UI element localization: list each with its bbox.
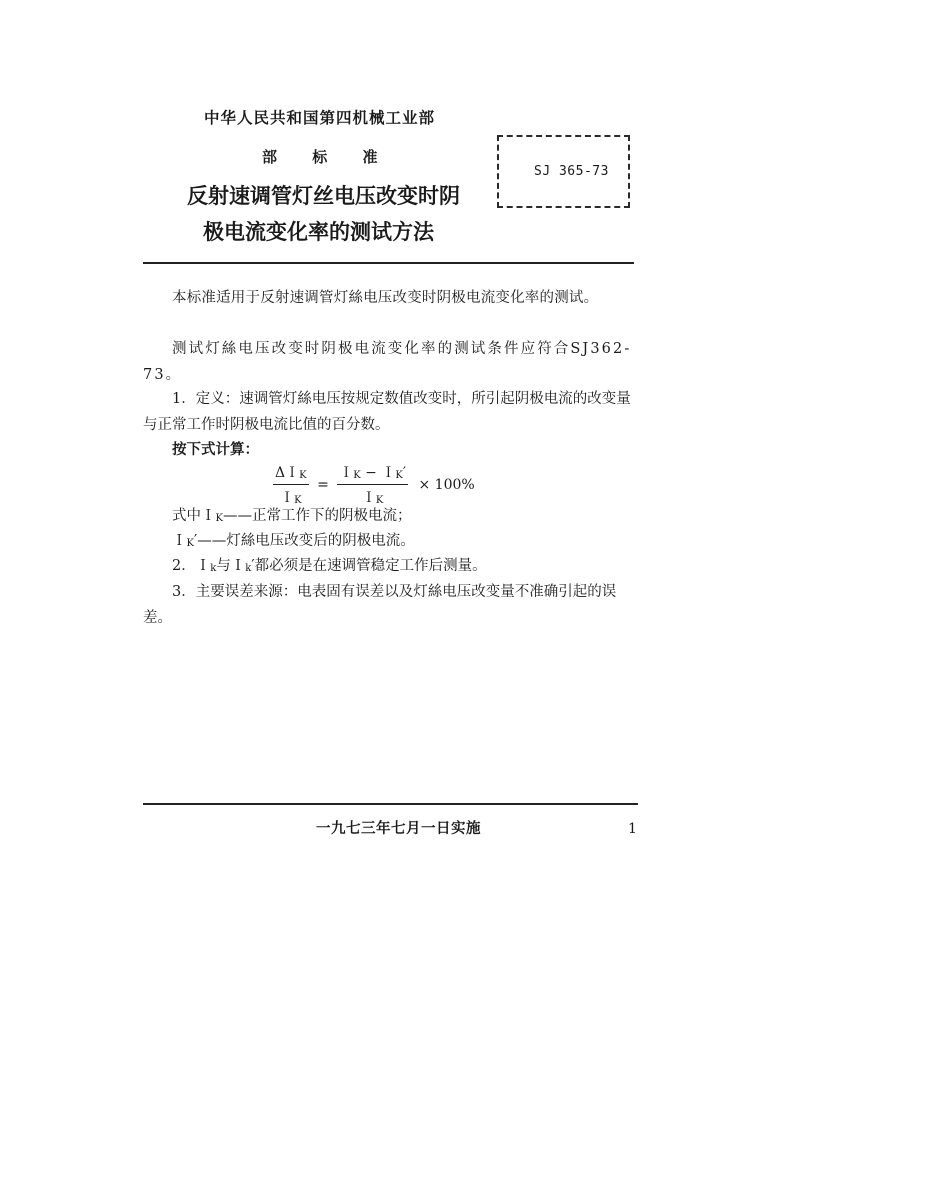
definition-ik-prime: ＩK′——灯絲电压改变后的阴极电流。 (172, 533, 415, 549)
standard-code: SJ 365-73 (534, 164, 609, 179)
formula-equals: = (317, 476, 329, 493)
formula-lhs-numerator: ΔＩK (273, 462, 309, 485)
formula (273, 462, 475, 506)
formula-rhs-numerator: ＩK − ＩK′ (337, 462, 408, 485)
top-divider (143, 262, 634, 264)
page-number: 1 (628, 821, 637, 837)
bottom-divider (143, 803, 638, 805)
item-2: 2．Ｉk与Ｉk′都必须是在速调管稳定工作后测量。 (172, 558, 487, 574)
formula-lhs-fraction (273, 462, 309, 507)
definition-paragraph: 1．定义：速调管灯絲电压按规定数值改变时，所引起阴极电流的改变量与正常工作时阴极电流比值的百分数。 (143, 391, 631, 433)
effective-date: 一九七三年七月一日实施 (316, 820, 481, 837)
scope-paragraph: 本标准适用于反射速调管灯絲电压改变时阴极电流变化率的测试。 (172, 290, 599, 306)
item-3: 3．主要误差来源：电表固有误差以及灯絲电压改变量不准确引起的误差。 (143, 584, 617, 626)
title-line-1: 反射速调管灯丝电压改变时阴 (187, 184, 460, 208)
standard-type: 部 标 准 (262, 148, 378, 166)
title-line-2: 极电流变化率的测试方法 (203, 220, 434, 244)
document-title (187, 178, 460, 250)
formula-multiplier: × 100% (418, 476, 475, 493)
formula-intro: 按下式计算： (172, 441, 259, 458)
formula-rhs-denominator: ＩK (361, 490, 384, 506)
definition-ik: 式中ＩK——正常工作下的阴极电流； (172, 508, 412, 524)
formula-rhs-fraction (337, 462, 408, 507)
standard-code-box (497, 135, 630, 208)
ministry-name: 中华人民共和国第四机械工业部 (204, 109, 436, 127)
formula-lhs-denominator: ＩK (280, 490, 302, 506)
conditions-paragraph: 测试灯絲电压改变时阴极电流变化率的测试条件应符合SJ362-73。 (143, 341, 632, 383)
